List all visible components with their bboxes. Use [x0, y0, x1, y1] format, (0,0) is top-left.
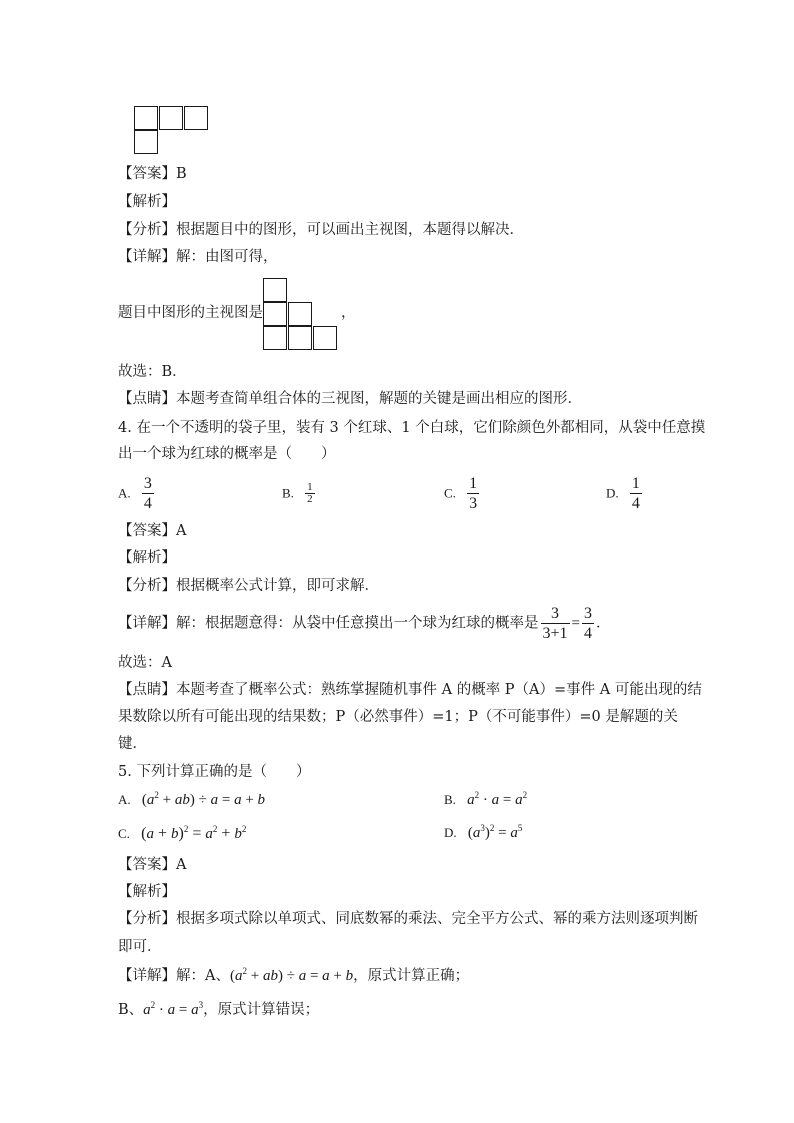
q3-front-view-after: ， — [341, 305, 356, 321]
q4-option-d: D. $\frac{1}{4}$ — [606, 475, 640, 512]
q5-option-d: D. $(a^3)^2 = a^5$ — [444, 823, 523, 841]
top-figure-cell — [134, 130, 158, 154]
q5-option-a: A. $(a^2 + ab) \div a = a + b$ — [118, 790, 266, 808]
front-view-cell — [288, 302, 312, 326]
q4-option-c: C. $\frac{1}{3}$ — [444, 475, 478, 512]
q3-dianjing: 【点睛】本题考查简单组合体的三视图，解题的关键是画出相应的图形． — [118, 391, 582, 407]
q5-xiangjie-b-formula: $a^2 \cdot a = a^3$ — [143, 1000, 204, 1018]
q3-answer: 【答案】B — [118, 166, 187, 182]
front-view-cell — [263, 278, 287, 302]
q3-choose: 故选：B． — [118, 364, 187, 380]
q5-option-b-formula: $a^2 \cdot a = a^2$ — [467, 790, 528, 808]
q5-xiangjie-a-formula: $(a^2 + ab) \div a = a + b$ — [229, 966, 354, 984]
front-view-cell — [288, 326, 312, 350]
q5-xiangjie-a: 【详解】解：A、$(a^2 + ab) \div a = a + b$，原式计算正确； — [118, 966, 470, 984]
q5-option-c: C. $(a + b)^2 = a^2 + b^2$ — [118, 824, 247, 842]
q4-option-c-fraction: $\frac{1}{3}$ — [469, 475, 478, 512]
q4-xiangjie: 【详解】解：根据题意得：从袋中任意摸出一个球为红球的概率是 $\frac{3}{3+1}$ = $\frac{3}{4}$ ． — [118, 605, 611, 642]
q5-option-a-formula: $(a^2 + ab) \div a = a + b$ — [141, 790, 266, 808]
q4-option-b-fraction: $\frac{1}{2}$ — [307, 481, 313, 505]
q4-stem-line2: 出一个球为红球的概率是（ ） — [118, 446, 336, 462]
q5-analysis-heading: 【解析】 — [118, 884, 176, 900]
q5-answer: 【答案】A — [118, 857, 187, 873]
top-figure-cell — [184, 106, 208, 130]
q3-xiangjie: 【详解】解：由图可得， — [118, 249, 278, 265]
q5-stem: 5. 下列计算正确的是（ ） — [118, 764, 311, 780]
top-figure-cell — [159, 106, 183, 130]
q5-option-b: B. $a^2 \cdot a = a^2$ — [444, 790, 528, 808]
q4-dianjing-line3: 键． — [118, 736, 147, 752]
q3-fenxi: 【分析】根据题目中的图形，可以画出主视图，本题得以解决． — [118, 222, 524, 238]
q4-dianjing-line2: 果数除以所有可能出现的结果数；P（必然事件）=1；P（不可能事件）=0 是解题的关 — [118, 709, 678, 725]
q4-dianjing-line1: 【点睛】本题考查了概率公式：熟练掌握随机事件 A 的概率 P（A）=事件 A 可能出现的结 — [118, 682, 702, 698]
q5-xiangjie-b: B、$a^2 \cdot a = a^3$，原式计算错误； — [118, 1000, 320, 1018]
front-view-cell — [263, 302, 287, 326]
q4-choose: 故选：A — [118, 655, 172, 671]
q3-analysis-heading: 【解析】 — [118, 194, 176, 210]
q4-option-d-fraction: $\frac{1}{4}$ — [631, 475, 640, 512]
q4-answer: 【答案】A — [118, 523, 187, 539]
q3-front-view-text: 题目中图形的主视图是 — [118, 305, 263, 321]
q4-fenxi: 【分析】根据概率公式计算，即可求解． — [118, 578, 379, 594]
q5-option-d-formula: $(a^3)^2 = a^5$ — [467, 823, 523, 841]
q4-option-a-fraction: $\frac{3}{4}$ — [143, 475, 152, 512]
q5-fenxi-line2: 即可． — [118, 939, 162, 955]
q5-option-c-formula: $(a + b)^2 = a^2 + b^2$ — [141, 824, 247, 842]
q4-calc-fraction: $\frac{3}{3+1}$ — [542, 605, 568, 642]
front-view-cell — [313, 326, 337, 350]
q4-calc-result-fraction: $\frac{3}{4}$ — [584, 605, 592, 642]
q4-option-a: A. $\frac{3}{4}$ — [118, 475, 152, 512]
q4-analysis-heading: 【解析】 — [118, 550, 176, 566]
q4-stem-line1: 4. 在一个不透明的袋子里，装有 3 个红球、1 个白球，它们除颜色外都相同，从袋中任意摸 — [118, 420, 706, 436]
front-view-cell — [263, 326, 287, 350]
top-figure-cell — [134, 106, 158, 130]
q5-fenxi-line1: 【分析】根据多项式除以单项式、同底数幂的乘法、完全平方公式、幂的乘方法则逐项判断 — [118, 911, 698, 927]
q4-option-b: B. $\frac{1}{2}$ — [282, 481, 313, 505]
